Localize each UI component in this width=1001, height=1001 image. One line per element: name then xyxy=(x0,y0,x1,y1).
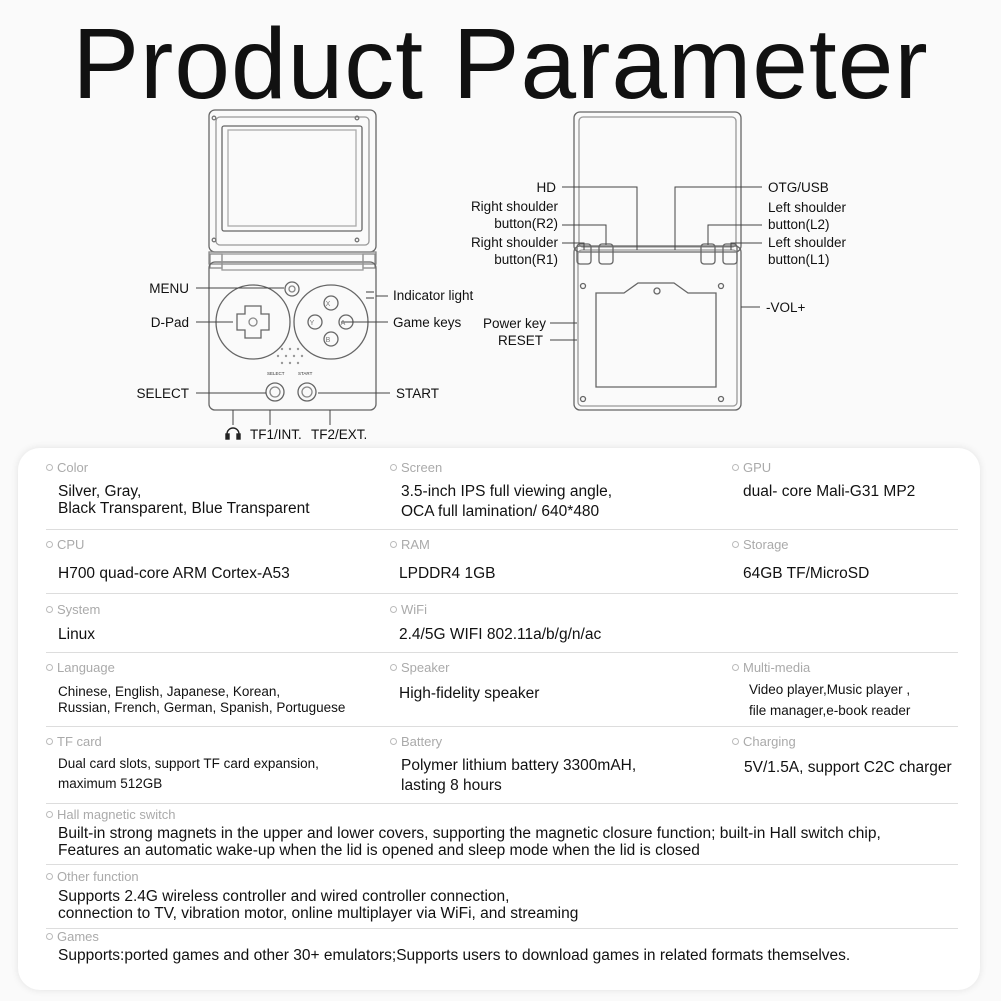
spec-value-other-2: connection to TV, vibration motor, online multiplayer via WiFi, and streaming xyxy=(58,905,579,922)
spec-label-hall: Hall magnetic switch xyxy=(46,807,176,822)
spec-label-system: System xyxy=(46,602,100,617)
spec-value-screen-1: 3.5-inch IPS full viewing angle, xyxy=(401,483,613,500)
game-keys-label: Game keys xyxy=(393,315,462,330)
start-label: START xyxy=(396,386,440,401)
svg-text:A: A xyxy=(340,320,346,327)
spec-value-tfcard-1: Dual card slots, support TF card expansion, xyxy=(58,756,319,771)
spec-value-cpu: H700 quad-core ARM Cortex-A53 xyxy=(58,565,290,582)
svg-text:B: B xyxy=(325,337,331,344)
spec-value-hall-1: Built-in strong magnets in the upper and lower covers, supporting the magnetic closure function; built-in Hall switch chip, xyxy=(58,825,881,842)
power-key-label: Power key xyxy=(482,316,546,331)
spec-value-multimedia-1: Video player,Music player , xyxy=(749,682,911,697)
start-small-label: START xyxy=(298,371,313,376)
tf2-label: TF2/EXT. xyxy=(311,427,368,442)
l1-label-line2: button(L1) xyxy=(768,252,830,267)
headphone-icon xyxy=(226,428,240,439)
spec-value-storage: 64GB TF/MicroSD xyxy=(743,565,870,582)
indicator-label: Indicator light xyxy=(393,288,474,303)
spec-label-cpu: CPU xyxy=(46,537,84,552)
spec-value-speaker: High-fidelity speaker xyxy=(399,685,540,702)
select-small-label: SELECT xyxy=(267,371,285,376)
menu-label: MENU xyxy=(149,281,189,296)
dpad-label: D-Pad xyxy=(150,315,189,330)
spec-label-language: Language xyxy=(46,660,115,675)
spec-label-speaker: Speaker xyxy=(390,660,449,675)
spec-value-battery-1: Polymer lithium battery 3300mAH, xyxy=(401,757,637,774)
spec-label-multimedia: Multi-media xyxy=(732,660,810,675)
select-label: SELECT xyxy=(136,386,189,401)
r2-label-line2: button(R2) xyxy=(494,216,558,231)
spec-value-hall-2: Features an automatic wake-up when the lid is opened and sleep mode when the lid is closed xyxy=(58,842,700,859)
spec-value-color-2: Black Transparent, Blue Transparent xyxy=(58,500,310,517)
r2-label-line1: Right shoulder xyxy=(470,199,558,214)
hd-label: HD xyxy=(536,180,556,195)
spec-value-language-2: Russian, French, German, Spanish, Portuguese xyxy=(58,700,346,715)
spec-label-battery: Battery xyxy=(390,734,442,749)
spec-card xyxy=(18,448,980,990)
r1-label-line2: button(R1) xyxy=(494,252,558,267)
spec-label-charging: Charging xyxy=(732,734,796,749)
spec-value-charging: 5V/1.5A, support C2C charger xyxy=(744,759,952,776)
spec-value-multimedia-2: file manager,e-book reader xyxy=(749,703,911,718)
spec-label-screen: Screen xyxy=(390,460,442,475)
spec-value-games: Supports:ported games and other 30+ emulators;Supports users to download games in related formats themselves. xyxy=(58,947,851,964)
front-device xyxy=(209,110,376,410)
svg-text:Y: Y xyxy=(309,320,315,327)
svg-text:X: X xyxy=(325,301,331,308)
otg-label: OTG/USB xyxy=(768,180,829,195)
reset-label: RESET xyxy=(497,333,543,348)
back-device xyxy=(574,112,741,410)
spec-value-tfcard-2: maximum 512GB xyxy=(58,776,163,791)
spec-value-battery-2: lasting 8 hours xyxy=(401,777,502,794)
r1-label-line1: Right shoulder xyxy=(470,235,558,250)
spec-label-gpu: GPU xyxy=(732,460,771,475)
spec-label-other: Other function xyxy=(46,869,139,884)
l1-label-line1: Left shoulder xyxy=(768,235,847,250)
spec-label-storage: Storage xyxy=(732,537,789,552)
spec-label-games: Games xyxy=(46,929,99,944)
spec-label-tfcard: TF card xyxy=(46,734,102,749)
spec-value-gpu: dual- core Mali-G31 MP2 xyxy=(743,483,916,500)
volume-label: -VOL+ xyxy=(766,300,806,315)
spec-value-other-1: Supports 2.4G wireless controller and wired controller connection, xyxy=(58,888,510,905)
spec-value-ram: LPDDR4 1GB xyxy=(399,565,496,582)
spec-label-wifi: WiFi xyxy=(390,602,427,617)
spec-value-language-1: Chinese, English, Japanese, Korean, xyxy=(58,684,281,699)
page-title: Product Parameter xyxy=(72,8,929,120)
spec-value-screen-2: OCA full lamination/ 640*480 xyxy=(401,503,600,520)
tf1-label: TF1/INT. xyxy=(250,427,302,442)
l2-label-line1: Left shoulder xyxy=(768,200,847,215)
spec-value-system: Linux xyxy=(58,626,96,643)
l2-label-line2: button(L2) xyxy=(768,217,830,232)
spec-value-color-1: Silver, Gray, xyxy=(58,483,142,500)
spec-value-wifi: 2.4/5G WIFI 802.11a/b/g/n/ac xyxy=(399,626,602,643)
spec-label-color: Color xyxy=(46,460,88,475)
spec-label-ram: RAM xyxy=(390,537,430,552)
